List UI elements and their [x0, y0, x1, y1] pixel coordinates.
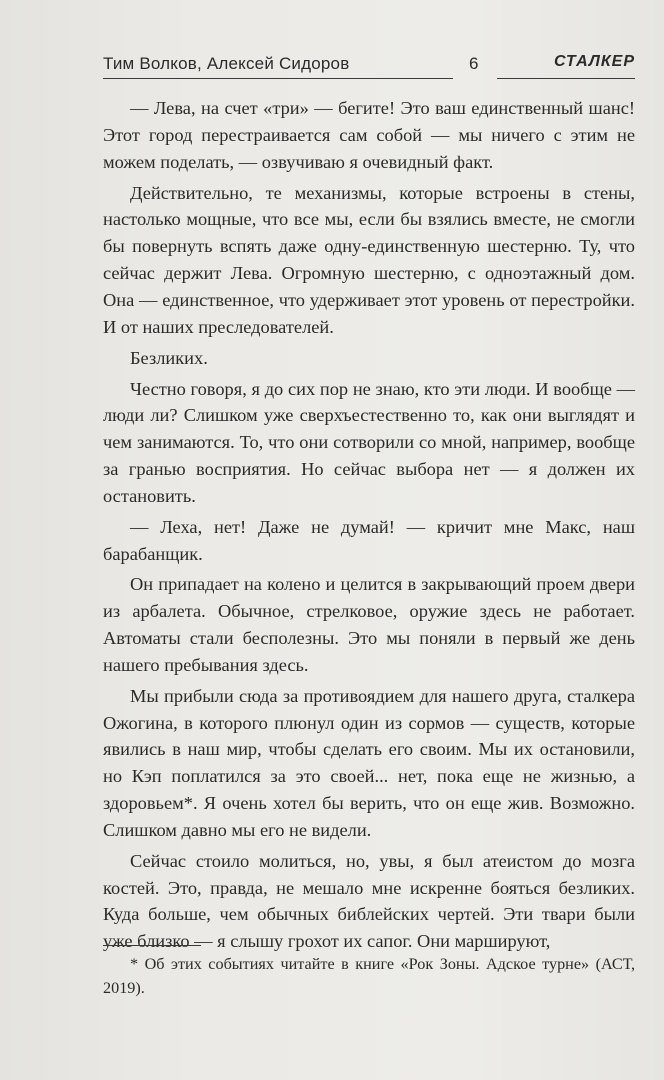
footnote-rule — [103, 945, 201, 946]
running-header-authors: Тим Волков, Алексей Сидоров — [103, 54, 350, 73]
running-header-series: СТАЛКЕР — [553, 53, 635, 70]
paragraph: Сейчас стоило молиться, но, увы, я был атеистом до мозга костей. Это, правда, не мешало мне искренне бояться безликих. Куда больше, чем обычных библейских чертей. Эти твари были уже близко — я слышу грохот их сапог. Они маршируют, — [103, 850, 635, 952]
paragraph: Мы прибыли сюда за противоядием для нашего друга, сталкера Ожогина, в которого плюнул один из сормов — существ, которые явились в наш мир, чтобы сделать его своим. Мы их остановили, но Кэп поплатился за это своей... нет, пока еще не жизнью, а здоровьем*. Я очень хотел бы верить, что он еще жив. Возможно. Слишком давно мы его не видели. — [103, 685, 635, 840]
paragraph: Он припадает на колено и целится в закрывающий проем двери из арбалета. Обычное, стрелковое, оружие здесь не работает. Автоматы стали бесполезны. Это мы поняли в первый же день нашего пребывания здесь. — [103, 574, 635, 675]
header-rule-left — [103, 78, 453, 79]
paragraph: — Лева, на счет «три» — бегите! Это ваш единственный шанс! Этот город перестраивается сам собой — мы ничего с этим не можем поделать, — озвучиваю я очевидный факт. — [103, 98, 635, 172]
paragraph: Честно говоря, я до сих пор не знаю, кто эти люди. И вообще — люди ли? Слишком уже сверхъестественно то, как они выглядят и чем занимаются. То, что они сотворили со мной, например, вообще за гранью восприятия. Но сейчас выбора нет — я должен их остановить. — [103, 378, 635, 506]
header-rule-right — [497, 78, 635, 79]
paragraph: — Леха, нет! Даже не думай! — кричит мне Макс, наш барабанщик. — [103, 516, 635, 564]
footnote: * Об этих событиях читайте в книге «Рок Зоны. Адское турне» (АСТ, 2019). — [103, 955, 635, 997]
paragraph: Действительно, те механизмы, которые встроены в стены, настолько мощные, что все мы, если бы взялись вместе, не смогли бы повернуть вспять даже одну-единственную шестерню. Ту, что сейчас держит Лева. Огромную шестерню, с одноэтажный дом. Она — единственное, что удерживает этот уровень от перестройки. И от наших преследователей. — [103, 182, 635, 337]
page-number: 6 — [469, 54, 479, 73]
paragraph: Безликих. — [130, 347, 208, 368]
body-text — [103, 95, 635, 959]
